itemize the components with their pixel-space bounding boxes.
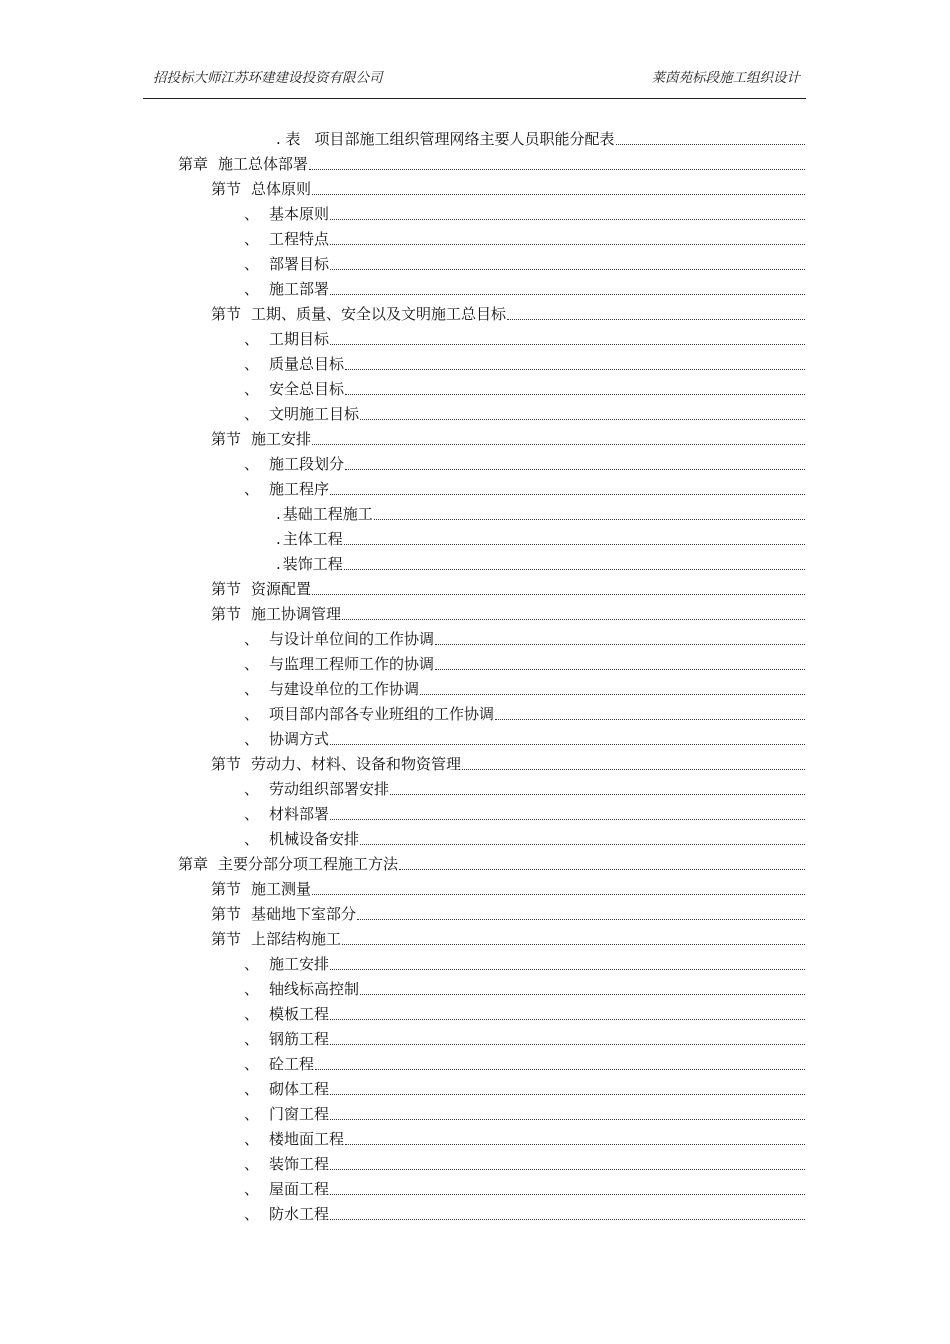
toc-leader-dots: [330, 269, 805, 270]
toc-entry-number: 、: [244, 1130, 260, 1148]
toc-entry-number: 、: [244, 1055, 260, 1073]
toc-leader-dots: [315, 1069, 805, 1070]
toc-entry-title: 质量总目标: [269, 355, 345, 373]
toc-leader-dots: [342, 619, 805, 620]
toc-entry-number: 、: [244, 780, 260, 798]
toc-entry-number: 、: [244, 255, 260, 273]
toc-entry-label: [244, 479, 329, 499]
toc-entry-number: 第节: [211, 180, 242, 198]
toc-entry[interactable]: [0, 299, 805, 324]
toc-entry[interactable]: [0, 499, 805, 524]
toc-entry-label: [244, 1029, 329, 1049]
toc-leader-dots: [330, 244, 805, 245]
toc-entry-number: 、: [244, 480, 260, 498]
toc-entry-title: 基础地下室部分: [251, 905, 357, 923]
toc-entry-number: 、: [244, 1105, 260, 1123]
toc-entry[interactable]: [0, 624, 805, 649]
toc-entry-title: 钢筋工程: [269, 1030, 330, 1048]
toc-entry-title: 施工安排: [269, 955, 330, 973]
toc-entry-title: 工期目标: [269, 330, 330, 348]
toc-entry-label: [211, 904, 356, 924]
toc-entry[interactable]: [0, 924, 805, 949]
toc-entry-number: 、: [244, 630, 260, 648]
toc-entry-label: [244, 954, 329, 974]
toc-entry[interactable]: [0, 199, 805, 224]
toc-entry-title: 协调方式: [269, 730, 330, 748]
toc-entry-label: [244, 1004, 329, 1024]
toc-leader-dots: [344, 569, 805, 570]
toc-entry-label: [211, 879, 311, 899]
toc-entry-number: 、: [244, 455, 260, 473]
toc-entry-title: 楼地面工程: [269, 1130, 345, 1148]
toc-leader-dots: [435, 644, 805, 645]
toc-leader-dots: [374, 519, 805, 520]
toc-entry[interactable]: [0, 699, 805, 724]
toc-entry-title: 砼工程: [269, 1055, 315, 1073]
toc-entry-number: 第章: [178, 155, 209, 173]
toc-entry-title: 施工总体部署: [218, 155, 309, 173]
toc-entry[interactable]: [0, 849, 805, 874]
toc-entry-number: 、: [244, 830, 260, 848]
toc-entry[interactable]: [0, 874, 805, 899]
toc-entry-number: 、: [244, 680, 260, 698]
toc-entry-number: 、: [244, 1180, 260, 1198]
toc-leader-dots: [312, 194, 805, 195]
toc-entry-title: 安全总目标: [269, 380, 345, 398]
toc-entry-label: [178, 854, 398, 874]
toc-entry-label: [276, 529, 343, 549]
toc-entry-number: 第节: [211, 905, 242, 923]
toc-entry-label: [244, 229, 329, 249]
toc-entry[interactable]: [0, 274, 805, 299]
toc-entry[interactable]: [0, 749, 805, 774]
toc-entry-label: [211, 429, 311, 449]
toc-entry[interactable]: [0, 574, 805, 599]
toc-entry[interactable]: [0, 1024, 805, 1049]
toc-leader-dots: [390, 794, 805, 795]
toc-leader-dots: [345, 394, 805, 395]
toc-leader-dots: [435, 669, 805, 670]
toc-entry[interactable]: [0, 474, 805, 499]
toc-entry-label: [211, 179, 311, 199]
toc-entry-number: 、: [244, 655, 260, 673]
toc-entry-number: .: [276, 505, 281, 523]
toc-entry-label: [244, 254, 329, 274]
toc-entry[interactable]: [0, 224, 805, 249]
toc-entry-label: [244, 1104, 329, 1124]
toc-entry-label: [244, 1054, 314, 1074]
toc-leader-dots: [330, 1169, 805, 1170]
toc-leader-dots: [330, 1044, 805, 1045]
toc-leader-dots: [399, 869, 805, 870]
toc-leader-dots: [420, 694, 805, 695]
toc-entry-number: 、: [244, 805, 260, 823]
toc-leader-dots: [330, 744, 805, 745]
toc-entry-number: 、: [244, 980, 260, 998]
toc-leader-dots: [309, 169, 805, 170]
toc-entry[interactable]: [0, 799, 805, 824]
toc-entry-label: [276, 504, 373, 524]
toc-entry-title: 工程特点: [269, 230, 330, 248]
toc-entry[interactable]: [0, 1174, 805, 1199]
toc-entry-number: 、: [244, 355, 260, 373]
toc-entry-title: 总体原则: [251, 180, 312, 198]
toc-entry-title: 项目部施工组织管理网络主要人员职能分配表: [314, 130, 615, 148]
toc-entry-title: 劳动力、材料、设备和物资管理: [251, 755, 462, 773]
toc-leader-dots: [330, 219, 805, 220]
toc-entry-label: [244, 679, 419, 699]
toc-entry-label: [178, 154, 308, 174]
toc-entry[interactable]: [0, 449, 805, 474]
toc-entry[interactable]: [0, 949, 805, 974]
toc-entry-label: [244, 379, 344, 399]
toc-entry-title: 工期、质量、安全以及文明施工总目标: [251, 305, 507, 323]
toc-entry[interactable]: [0, 424, 805, 449]
toc-entry[interactable]: [0, 649, 805, 674]
toc-entry-number: 、: [244, 230, 260, 248]
toc-entry[interactable]: [0, 599, 805, 624]
toc-entry-label: [244, 1204, 329, 1224]
toc-entry-label: [211, 304, 506, 324]
toc-entry-number: 、: [244, 380, 260, 398]
toc-entry[interactable]: [0, 124, 805, 149]
toc-entry-number: 、: [244, 730, 260, 748]
toc-entry-label: [211, 929, 341, 949]
toc-entry-label: [244, 354, 344, 374]
toc-entry-title: 与建设单位的工作协调: [269, 680, 420, 698]
toc-entry[interactable]: [0, 1074, 805, 1099]
toc-entry[interactable]: [0, 174, 805, 199]
toc-entry-number: 、: [244, 330, 260, 348]
header-company: 招投标大师江苏环建建设投资有限公司: [153, 70, 383, 86]
toc-leader-dots: [330, 1019, 805, 1020]
toc-entry-number: 、: [244, 1080, 260, 1098]
toc-entry-number: 第节: [211, 580, 242, 598]
toc-entry-number: 、: [244, 280, 260, 298]
toc-entry-label: [211, 604, 341, 624]
toc-entry-number: 第节: [211, 930, 242, 948]
toc-entry-title: 与监理工程师工作的协调: [269, 655, 435, 673]
toc-entry-title: 门窗工程: [269, 1105, 330, 1123]
toc-entry[interactable]: [0, 324, 805, 349]
toc-entry-title: 模板工程: [269, 1005, 330, 1023]
toc-entry[interactable]: [0, 524, 805, 549]
toc-entry-title: 轴线标高控制: [269, 980, 360, 998]
toc-entry[interactable]: [0, 824, 805, 849]
toc-entry-title: 防水工程: [269, 1205, 330, 1223]
page-header: [143, 62, 806, 99]
toc-leader-dots: [345, 469, 805, 470]
toc-entry-label: [244, 979, 359, 999]
toc-entry[interactable]: [0, 999, 805, 1024]
toc-entry[interactable]: [0, 1099, 805, 1124]
toc-entry-title: 屋面工程: [269, 1180, 330, 1198]
toc-entry-title: 施工段划分: [269, 455, 345, 473]
header-document-title: 莱茵苑标段施工组织设计: [651, 70, 800, 86]
toc-entry-title: 施工安排: [251, 430, 312, 448]
toc-leader-dots: [330, 344, 805, 345]
toc-entry-title: 基础工程施工: [282, 505, 373, 523]
toc-leader-dots: [330, 1094, 805, 1095]
toc-leader-dots: [312, 444, 805, 445]
toc-entry-number: 第章: [178, 855, 209, 873]
toc-entry[interactable]: [0, 349, 805, 374]
toc-entry-label: [244, 779, 389, 799]
toc-entry-number: 、: [244, 1030, 260, 1048]
toc-entry-number: 第节: [211, 605, 242, 623]
toc-entry-label: [211, 579, 311, 599]
toc-leader-dots: [330, 494, 805, 495]
toc-entry-label: [276, 554, 343, 574]
toc-entry-label: [244, 279, 329, 299]
toc-leader-dots: [312, 594, 805, 595]
toc-entry-title: 主体工程: [282, 530, 343, 548]
toc-entry[interactable]: [0, 724, 805, 749]
toc-entry-number: 、: [244, 205, 260, 223]
toc-entry-title: 主要分部分项工程施工方法: [218, 855, 399, 873]
toc-entry-label: [244, 629, 434, 649]
toc-leader-dots: [616, 144, 805, 145]
toc-entry-number: 、: [244, 955, 260, 973]
toc-entry-title: 机械设备安排: [269, 830, 360, 848]
toc-leader-dots: [330, 1194, 805, 1195]
toc-entry-number: . 表: [276, 130, 301, 148]
toc-entry-title: 施工部署: [269, 280, 330, 298]
toc-entry[interactable]: [0, 149, 805, 174]
toc-entry-number: 第节: [211, 430, 242, 448]
toc-leader-dots: [462, 769, 805, 770]
toc-entry-title: 施工协调管理: [251, 605, 342, 623]
toc-entry-number: 、: [244, 705, 260, 723]
toc-entry-number: 、: [244, 1005, 260, 1023]
toc-leader-dots: [360, 994, 805, 995]
toc-entry-number: 、: [244, 1155, 260, 1173]
toc-entry-label: [244, 204, 329, 224]
toc-entry-title: 材料部署: [269, 805, 330, 823]
toc-entry-title: 上部结构施工: [251, 930, 342, 948]
toc-entry[interactable]: [0, 774, 805, 799]
toc-entry-label: [244, 654, 434, 674]
toc-entry-title: 劳动组织部署安排: [269, 780, 390, 798]
toc-entry-label: [244, 729, 329, 749]
toc-entry-label: [211, 754, 461, 774]
toc-entry[interactable]: [0, 674, 805, 699]
toc-entry-number: .: [276, 530, 281, 548]
toc-entry[interactable]: [0, 399, 805, 424]
toc-entry-label: [244, 1179, 329, 1199]
toc-entry-number: 第节: [211, 755, 242, 773]
toc-leader-dots: [360, 844, 805, 845]
toc-entry-title: 装饰工程: [282, 555, 343, 573]
toc-entry[interactable]: [0, 549, 805, 574]
toc-entry-number: .: [276, 555, 281, 573]
toc-entry-title: 基本原则: [269, 205, 330, 223]
toc-entry[interactable]: [0, 899, 805, 924]
toc-leader-dots: [357, 919, 805, 920]
toc-leader-dots: [345, 369, 805, 370]
toc-entry-number: 第节: [211, 305, 242, 323]
toc-entry-title: 部署目标: [269, 255, 330, 273]
toc-leader-dots: [312, 894, 805, 895]
toc-entry-label: [244, 829, 359, 849]
toc-entry[interactable]: [0, 249, 805, 274]
toc-entry-title: 砌体工程: [269, 1080, 330, 1098]
toc-entry[interactable]: [0, 1199, 805, 1224]
toc-entry-label: [244, 804, 329, 824]
toc-entry-title: 项目部内部各专业班组的工作协调: [269, 705, 495, 723]
toc-leader-dots: [344, 544, 805, 545]
toc-entry-title: 与设计单位间的工作协调: [269, 630, 435, 648]
toc-entry-title: 资源配置: [251, 580, 312, 598]
toc-entry-label: [244, 1154, 329, 1174]
toc-leader-dots: [330, 1119, 805, 1120]
toc-entry-title: 装饰工程: [269, 1155, 330, 1173]
toc-leader-dots: [330, 819, 805, 820]
toc-entry-label: [244, 1079, 329, 1099]
toc-entry-label: [276, 129, 615, 149]
toc-leader-dots: [345, 1144, 805, 1145]
toc-leader-dots: [330, 294, 805, 295]
toc-leader-dots: [330, 1219, 805, 1220]
toc-entry-label: [244, 1129, 344, 1149]
toc-entry-number: 、: [244, 1205, 260, 1223]
table-of-contents: [0, 124, 950, 1224]
toc-leader-dots: [507, 319, 805, 320]
toc-entry-label: [244, 454, 344, 474]
toc-entry-title: 施工测量: [251, 880, 312, 898]
toc-entry-title: 施工程序: [269, 480, 330, 498]
toc-leader-dots: [495, 719, 805, 720]
toc-entry-label: [244, 329, 329, 349]
toc-entry-label: [244, 404, 359, 424]
toc-entry[interactable]: [0, 1049, 805, 1074]
toc-entry[interactable]: [0, 1149, 805, 1174]
toc-entry-label: [244, 704, 494, 724]
toc-entry[interactable]: [0, 1124, 805, 1149]
toc-entry-number: 第节: [211, 880, 242, 898]
toc-leader-dots: [330, 969, 805, 970]
toc-entry[interactable]: [0, 974, 805, 999]
toc-leader-dots: [342, 944, 805, 945]
toc-entry[interactable]: [0, 374, 805, 399]
toc-leader-dots: [360, 419, 805, 420]
toc-entry-number: 、: [244, 405, 260, 423]
toc-entry-title: 文明施工目标: [269, 405, 360, 423]
